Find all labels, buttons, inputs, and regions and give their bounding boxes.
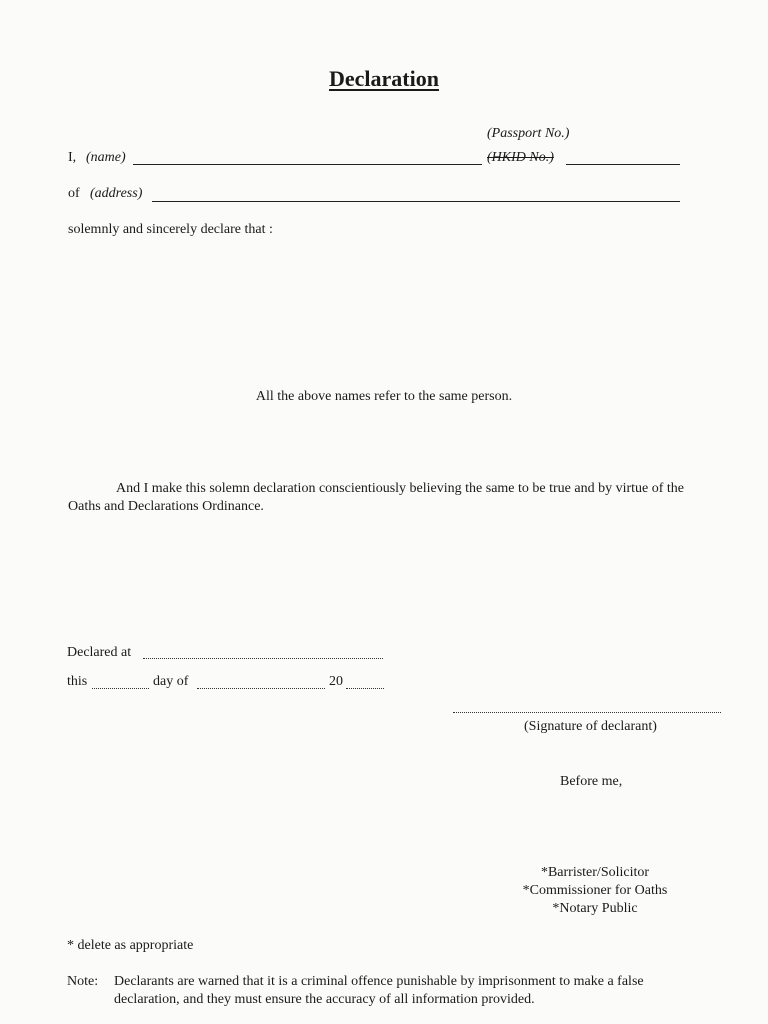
note-label: Note: [67, 974, 99, 989]
solemn-declaration-paragraph: And I make this solemn declaration conscientiously believing the same to be true and by virtue of the Oaths and Declarations Ordinance. [68, 481, 685, 514]
this-label: this [67, 674, 88, 689]
page-title: Declaration [329, 66, 439, 91]
declare-intro: solemnly and sincerely declare that : [68, 222, 273, 237]
officer-commissioner-for-oaths: *Commissioner for Oaths [522, 883, 668, 898]
signature-line[interactable] [453, 712, 721, 713]
year-field[interactable] [346, 688, 384, 689]
delete-note: * delete as appropriate [67, 938, 194, 953]
before-me-label: Before me, [560, 774, 623, 789]
same-person-statement: All the above names refer to the same person. [255, 389, 513, 404]
officer-list [513, 864, 677, 918]
signature-caption: (Signature of declarant) [524, 719, 657, 734]
name-prefix: I, [68, 150, 77, 165]
officer-barrister-solicitor: *Barrister/Solicitor [540, 865, 650, 880]
address-prefix: of [68, 186, 80, 201]
name-field-line[interactable] [133, 164, 482, 165]
day-of-label: day of [153, 674, 189, 689]
passport-label: (Passport No.) [487, 126, 570, 141]
officer-notary-public: *Notary Public [552, 901, 638, 916]
note-line-2: declaration, and they must ensure the accuracy of all information provided. [114, 992, 535, 1007]
day-field[interactable] [92, 688, 149, 689]
address-field-line[interactable] [152, 201, 680, 202]
hkid-label: (HKID No.) [487, 150, 554, 165]
name-label: (name) [86, 150, 126, 165]
declared-at-field[interactable] [143, 658, 383, 659]
note-line-1: Declarants are warned that it is a criminal offence punishable by imprisonment to make a false [114, 974, 644, 989]
passport-field-line[interactable] [566, 164, 680, 165]
month-field[interactable] [197, 688, 325, 689]
year-prefix: 20 [329, 674, 343, 689]
declared-at-label: Declared at [67, 645, 132, 660]
address-label: (address) [90, 186, 143, 201]
